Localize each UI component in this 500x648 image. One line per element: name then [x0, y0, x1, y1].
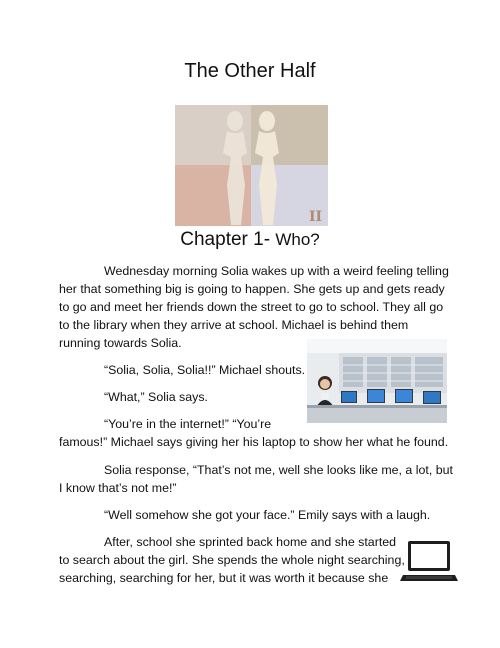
paragraph-line: “Solia, Solia, Solia!!” Michael shouts. — [104, 363, 306, 377]
paragraph-line: Wednesday morning Solia wakes up with a weird feeling telling — [104, 264, 449, 278]
paragraph-line: her that something big is going to happen. She gets up and gets ready — [59, 282, 445, 296]
chapter-subtitle: Who? — [275, 230, 320, 249]
chapter-heading — [0, 229, 500, 251]
paragraph-line: “What,” Solia says. — [104, 390, 208, 404]
laptop-icon — [400, 537, 458, 589]
paragraph-line: I know that’s not me!” — [59, 481, 177, 495]
gemini-twins-image — [175, 105, 328, 226]
gemini-symbol: II — [309, 209, 323, 225]
paragraph-line: After, school she sprinted back home and she started — [104, 535, 397, 549]
paragraph-line: searching, searching for her, but it was worth it because she — [59, 571, 389, 585]
paragraph-line: Solia response, “That’s not me, well she looks like me, a lot, but — [104, 463, 453, 477]
page-title: The Other Half — [184, 60, 316, 82]
chapter-number: Chapter 1- — [180, 229, 276, 250]
library-computers-photo — [307, 339, 447, 423]
paragraph-line: to go and meet her friends down the street to go to school. They all go — [59, 300, 444, 314]
paragraph-line: running towards Solia. — [59, 336, 182, 350]
paragraph-line: to the library when they arrive at school. Michael is behind them — [59, 318, 409, 332]
paragraph-line: famous!” Michael says giving her his laptop to show her what he found. — [59, 435, 449, 449]
paragraph-line: to search about the girl. She spends the whole night searching, — [59, 553, 405, 567]
paragraph-line: “Well somehow she got your face.” Emily says with a laugh. — [104, 508, 431, 522]
paragraph-line: “You’re in the internet!” “You’re — [104, 417, 272, 431]
